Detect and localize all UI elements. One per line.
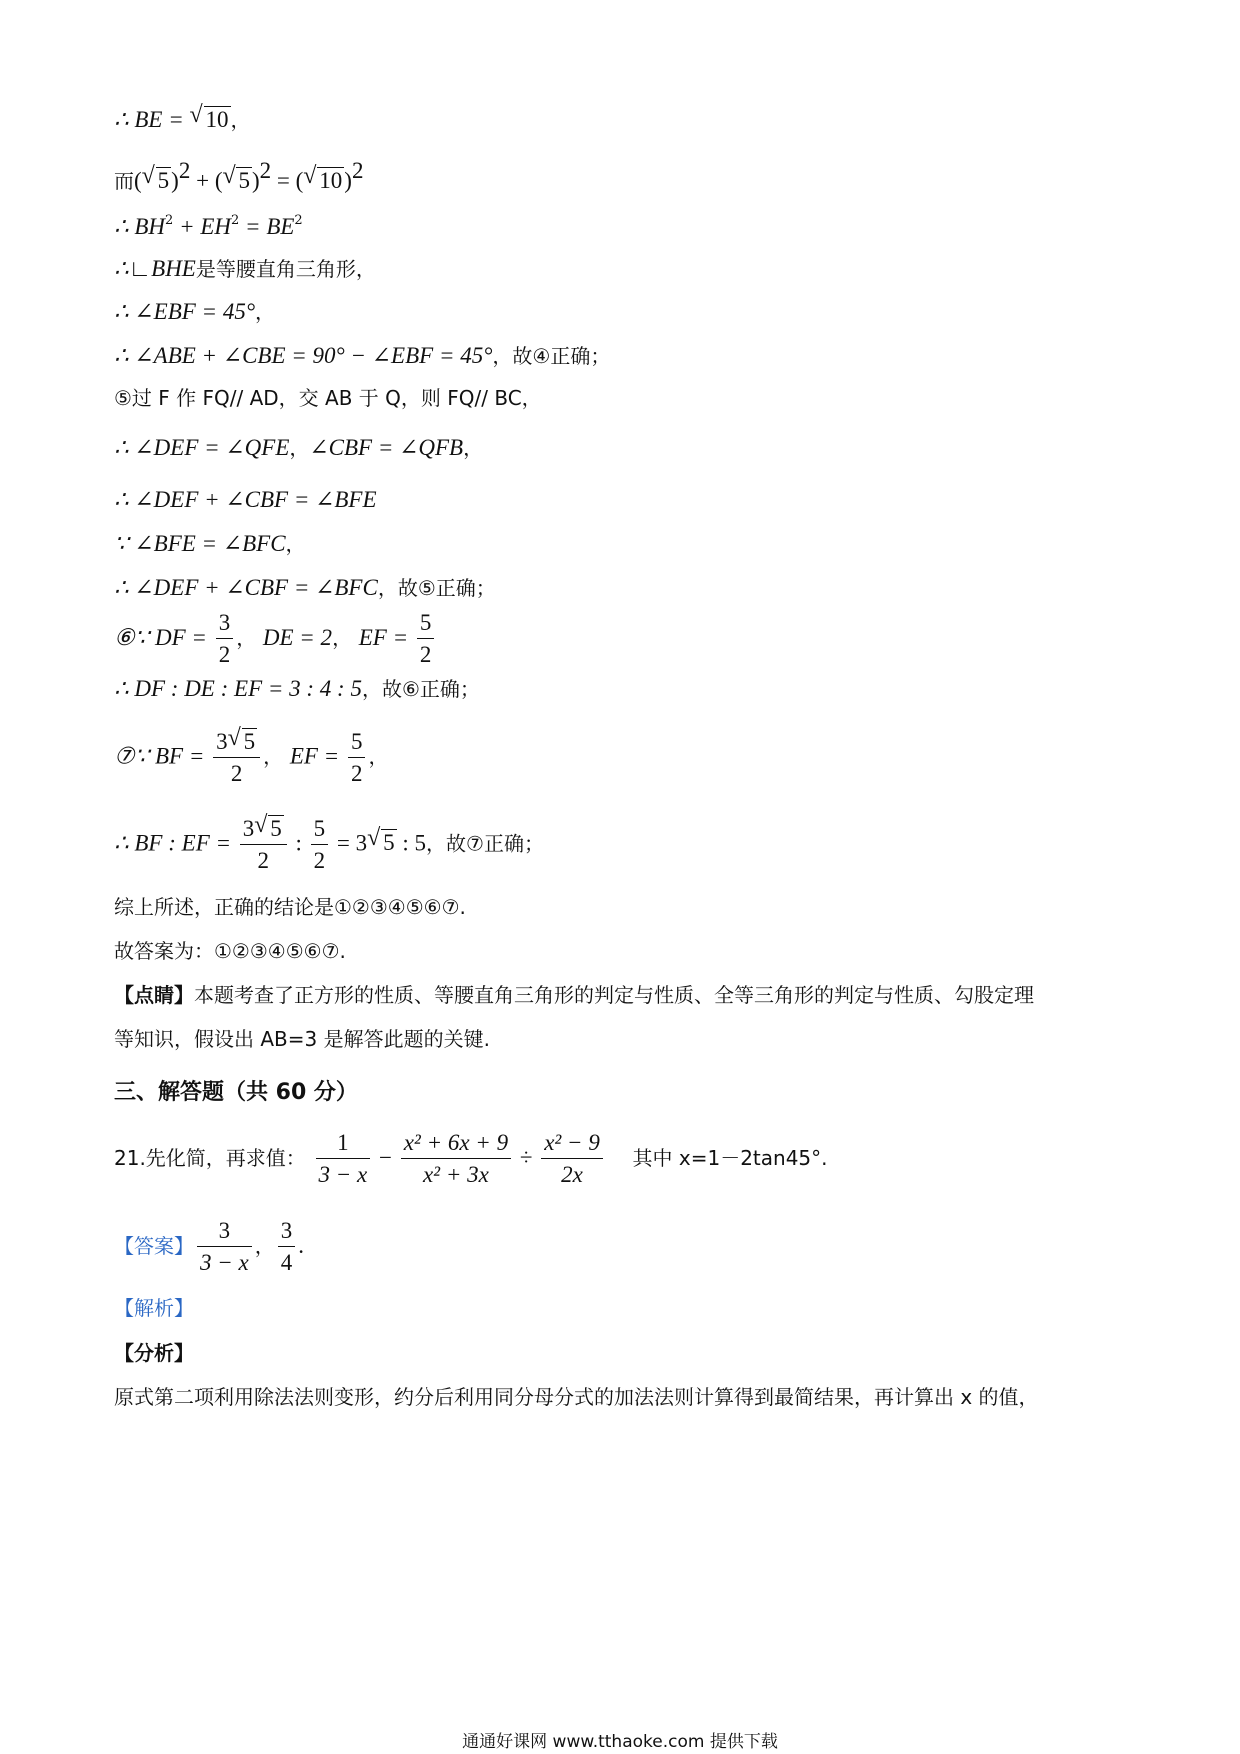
fraction: $\frac{1}{3 - x}$ [316,1130,371,1189]
section-title: 三、解答题（共 60 分） [114,1080,358,1105]
jiexi-tag-line [114,1298,194,1319]
answer-tag: 【答案】 [114,1233,194,1258]
line-ratio-345: ∴ DF : DE : EF = 3 : 4 : 5，故⑥正确； [114,676,480,701]
line-df-de-ef-values: ⑥∵ DF = $\frac{3}{2}$ ， DE = 2， EF = $\frac{5}{2}$ [114,610,437,669]
line-summary: 综上所述，正确的结论是①②③④⑤⑥⑦. [114,895,466,919]
line-bf-ef-values: ⑦∵ BF = $\frac{3√ 5}{2}$ ， EF = $\frac{5}{2}$ ， [114,728,388,788]
line-answer-final: 故答案为：①②③④⑤⑥⑦. [114,939,346,963]
question-21: 21.先化简，再求值： $\frac{1}{3 - x}$ − $\frac{\text{x² + 6x + 9}}{\text{x² + 3x}}$ ÷ $\frac{\text{x² − 9}}{2x}$ 其中 x=1－2tan45°. [114,1130,828,1188]
dianjing-tag: 【点睛】 [114,983,194,1007]
line-dianjing: 【点睛】本题考查了正方形的性质、等腰直角三角形的判定与性质、全等三角形的判定与性质、勾股定理 [114,983,1034,1007]
line-bhe-isosceles: ∴∟BHE是等腰直角三角形， [114,256,376,281]
fraction: $\frac{3√ 5}{2}$ [213,728,260,788]
line-bh-eh-be: ∴ $BH^2 + EH^2 = BE^2$ [114,213,303,239]
fenxi-tag-line [114,1343,194,1364]
line-construct-fq: ⑤过 F 作 FQ// AD，交 AB 于 Q，则 FQ// BC， [114,386,542,410]
line-be-sqrt10: ∴ BE = √ 10 ， [114,106,251,132]
sqrt: √ 10 [190,106,231,132]
line-pythagoras-numbers: 而(√ 5)$^2$ + (√ 5)$^2$ = (√ 10)$^2$ [114,159,363,193]
line-dianjing-cont: 等知识，假设出 AB=3 是解答此题的关键. [114,1027,490,1051]
page-footer: 通通好课网 www.tthaoke.com 提供下载 [462,1732,778,1752]
fenxi-tag: 【分析】 [114,1341,194,1365]
fraction: $\frac{3}{4}$ [278,1218,296,1277]
fraction: $\frac{5}{2}$ [348,729,366,788]
fraction: $\frac{5}{2}$ [417,610,435,669]
fraction: $\frac{5}{2}$ [311,816,329,875]
jiexi-tag: 【解析】 [114,1296,194,1320]
fraction: $\frac{3}{2}$ [216,610,234,669]
fraction: $\frac{\text{x² − 9}}{2x}$ [541,1130,603,1189]
line-def-cbf-bfc: ∴ ∠DEF + ∠CBF = ∠BFC，故⑤正确； [114,575,496,600]
analysis-text: 原式第二项利用除法法则变形，约分后利用同分母分式的加法法则计算得到最简结果，再计算出 x 的值， [114,1385,1039,1409]
fraction: $\frac{3√ 5}{2}$ [240,815,287,875]
line-abe-cbe: ∴ ∠ABE + ∠CBE = 90° − ∠EBF = 45°，故④正确； [114,343,611,368]
line-bfe-bfc: ∵ ∠BFE = ∠BFC， [114,531,306,556]
line-ebf-45: ∴ ∠EBF = 45°， [114,299,276,324]
line-def-cbf-bfe: ∴ ∠DEF + ∠CBF = ∠BFE [114,487,377,512]
line-def-qfe: ∴ ∠DEF = ∠QFE，∠CBF = ∠QFB， [114,435,484,460]
fraction: $\frac{3}{3 - x}$ [197,1218,252,1277]
line-bf-ef-ratio: ∴ BF : EF = $\frac{3√ 5}{2}$ : $\frac{5}{2}$ = 3√ 5 : 5，故⑦正确； [114,815,544,875]
answer-line: 【答案】 $\frac{3}{3 - x}$ ， $\frac{3}{4}$ . [114,1218,304,1276]
fraction: $\frac{\text{x² + 6x + 9}}{\text{x² + 3x}}$ [401,1130,511,1189]
